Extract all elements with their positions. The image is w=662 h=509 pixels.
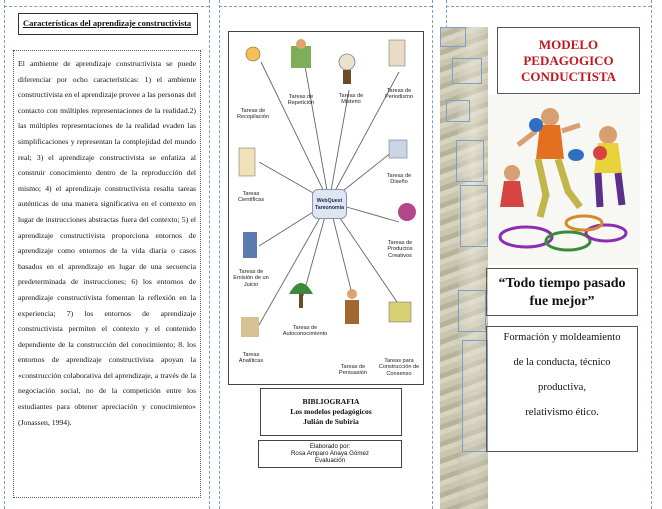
node-productos: Tareas de Productos Creativos: [387, 240, 413, 259]
node-consenso: Tareas para Construcción de Consenso: [378, 358, 420, 377]
node-misterio: Tareas de Misterio: [338, 93, 364, 106]
node-persuasion: Tareas de Persuasión: [339, 364, 367, 377]
author-box: [258, 440, 402, 468]
node-periodismo: Tareas de Periodismo: [385, 88, 413, 101]
node-autoconocimiento: Tareas de Autoconocimiento: [282, 325, 328, 338]
description-line-4: relativismo ético.: [525, 407, 599, 418]
deco-frame: [462, 340, 488, 452]
model-title: [497, 27, 640, 94]
body-text-box: [13, 50, 201, 498]
center-node-label: WebQuest Tareonomía: [314, 198, 345, 211]
children-clipart: [488, 95, 640, 265]
author-subject: Evaluación: [314, 457, 346, 464]
description-line-1: Formación y moldeamiento: [503, 332, 621, 343]
description-box: [486, 326, 638, 452]
node-diseno: Tareas de Diseño: [386, 173, 412, 186]
bibliography-title: BIBLIOGRAFIA: [302, 397, 360, 406]
section-heading-text: Características del aprendizaje constructivista: [23, 18, 192, 28]
description-line-2: de la conducta, técnico: [513, 357, 611, 368]
deco-frame: [458, 290, 486, 332]
title-line-3: CONDUCTISTA: [520, 69, 617, 84]
bibliography-book: Los modelos pedagógicos: [290, 407, 372, 416]
node-repeticion: Tareas de Repetición: [287, 94, 315, 107]
deco-frame: [460, 185, 488, 247]
deco-frame: [456, 140, 484, 182]
bibliography-author: Julián de Subiría: [303, 417, 359, 426]
bibliography-box: [260, 388, 402, 436]
node-recopilacion: Tareas de Recopilación: [236, 108, 270, 121]
description-line-3: productiva,: [538, 382, 586, 393]
title-line-2: PEDAGOGICO: [523, 53, 614, 68]
quote-box: [486, 268, 638, 316]
children-hula-hoop-illustration: [488, 95, 640, 265]
clipart-icons: [239, 39, 416, 337]
title-line-1: MODELO: [538, 37, 599, 52]
webquest-center-node: [312, 189, 347, 219]
tareonomia-diagram: [228, 31, 424, 385]
deco-frame: [452, 58, 482, 84]
node-analiticas: Tareas Analíticas: [238, 352, 264, 365]
author-caption: Elaborado por:: [309, 443, 351, 450]
node-cientificas: Tareas Científicas: [237, 191, 265, 204]
author-name: Rosa Amparo Anaya Gómez: [290, 450, 370, 457]
deco-frame: [440, 27, 466, 47]
quote-line-2: fue mejor”: [529, 294, 595, 309]
deco-frame: [446, 100, 470, 122]
section-heading: [18, 13, 198, 35]
body-paragraph: El ambiente de aprendizaje constructivista se puede diferenciar por ocho características: 1) el ambiente constructivista en el aprendizaje provee a las personas del contacto con múltiples representaciones de la realidad.2) las múltiples representaciones de la realidad evaden las simplificaciones y representan la complejidad del mundo real; 3) el aprendizaje constructivista se enfatiza al construir conocimiento dentro de la reproducción del mismo; 4) el aprendizaje constructivista resalta tareas auténticas de una manera significativa en el contexto en lugar de instrucciones abstractas fuera del contexto; 5) el aprendizaje constructivista proporciona entornos de aprendizaje como entornos de la vida diaria o casos basados en el aprendizaje en lugar de una secuencia predeterminada de instrucciones; 6) los entornos de aprendizaje constructivista fomentan la reflexión en la experiencia; 7) los entornos de aprendizaje constructivista permiten el contexto y el contenido dependiente de la construcción del conocimiento; 8. los entornos de aprendizaje constructivista apoyan la «construcción colaborativa del aprendizaje, a través de la negociación social, no de la competición entre los estudiantes para obtener apreciación y conocimiento» (Jonassen, 1994).: [18, 59, 196, 427]
node-juicio: Tareas de Emisión de un Juicio: [233, 269, 269, 288]
quote-line-1: “Todo tiempo pasado: [498, 276, 626, 291]
